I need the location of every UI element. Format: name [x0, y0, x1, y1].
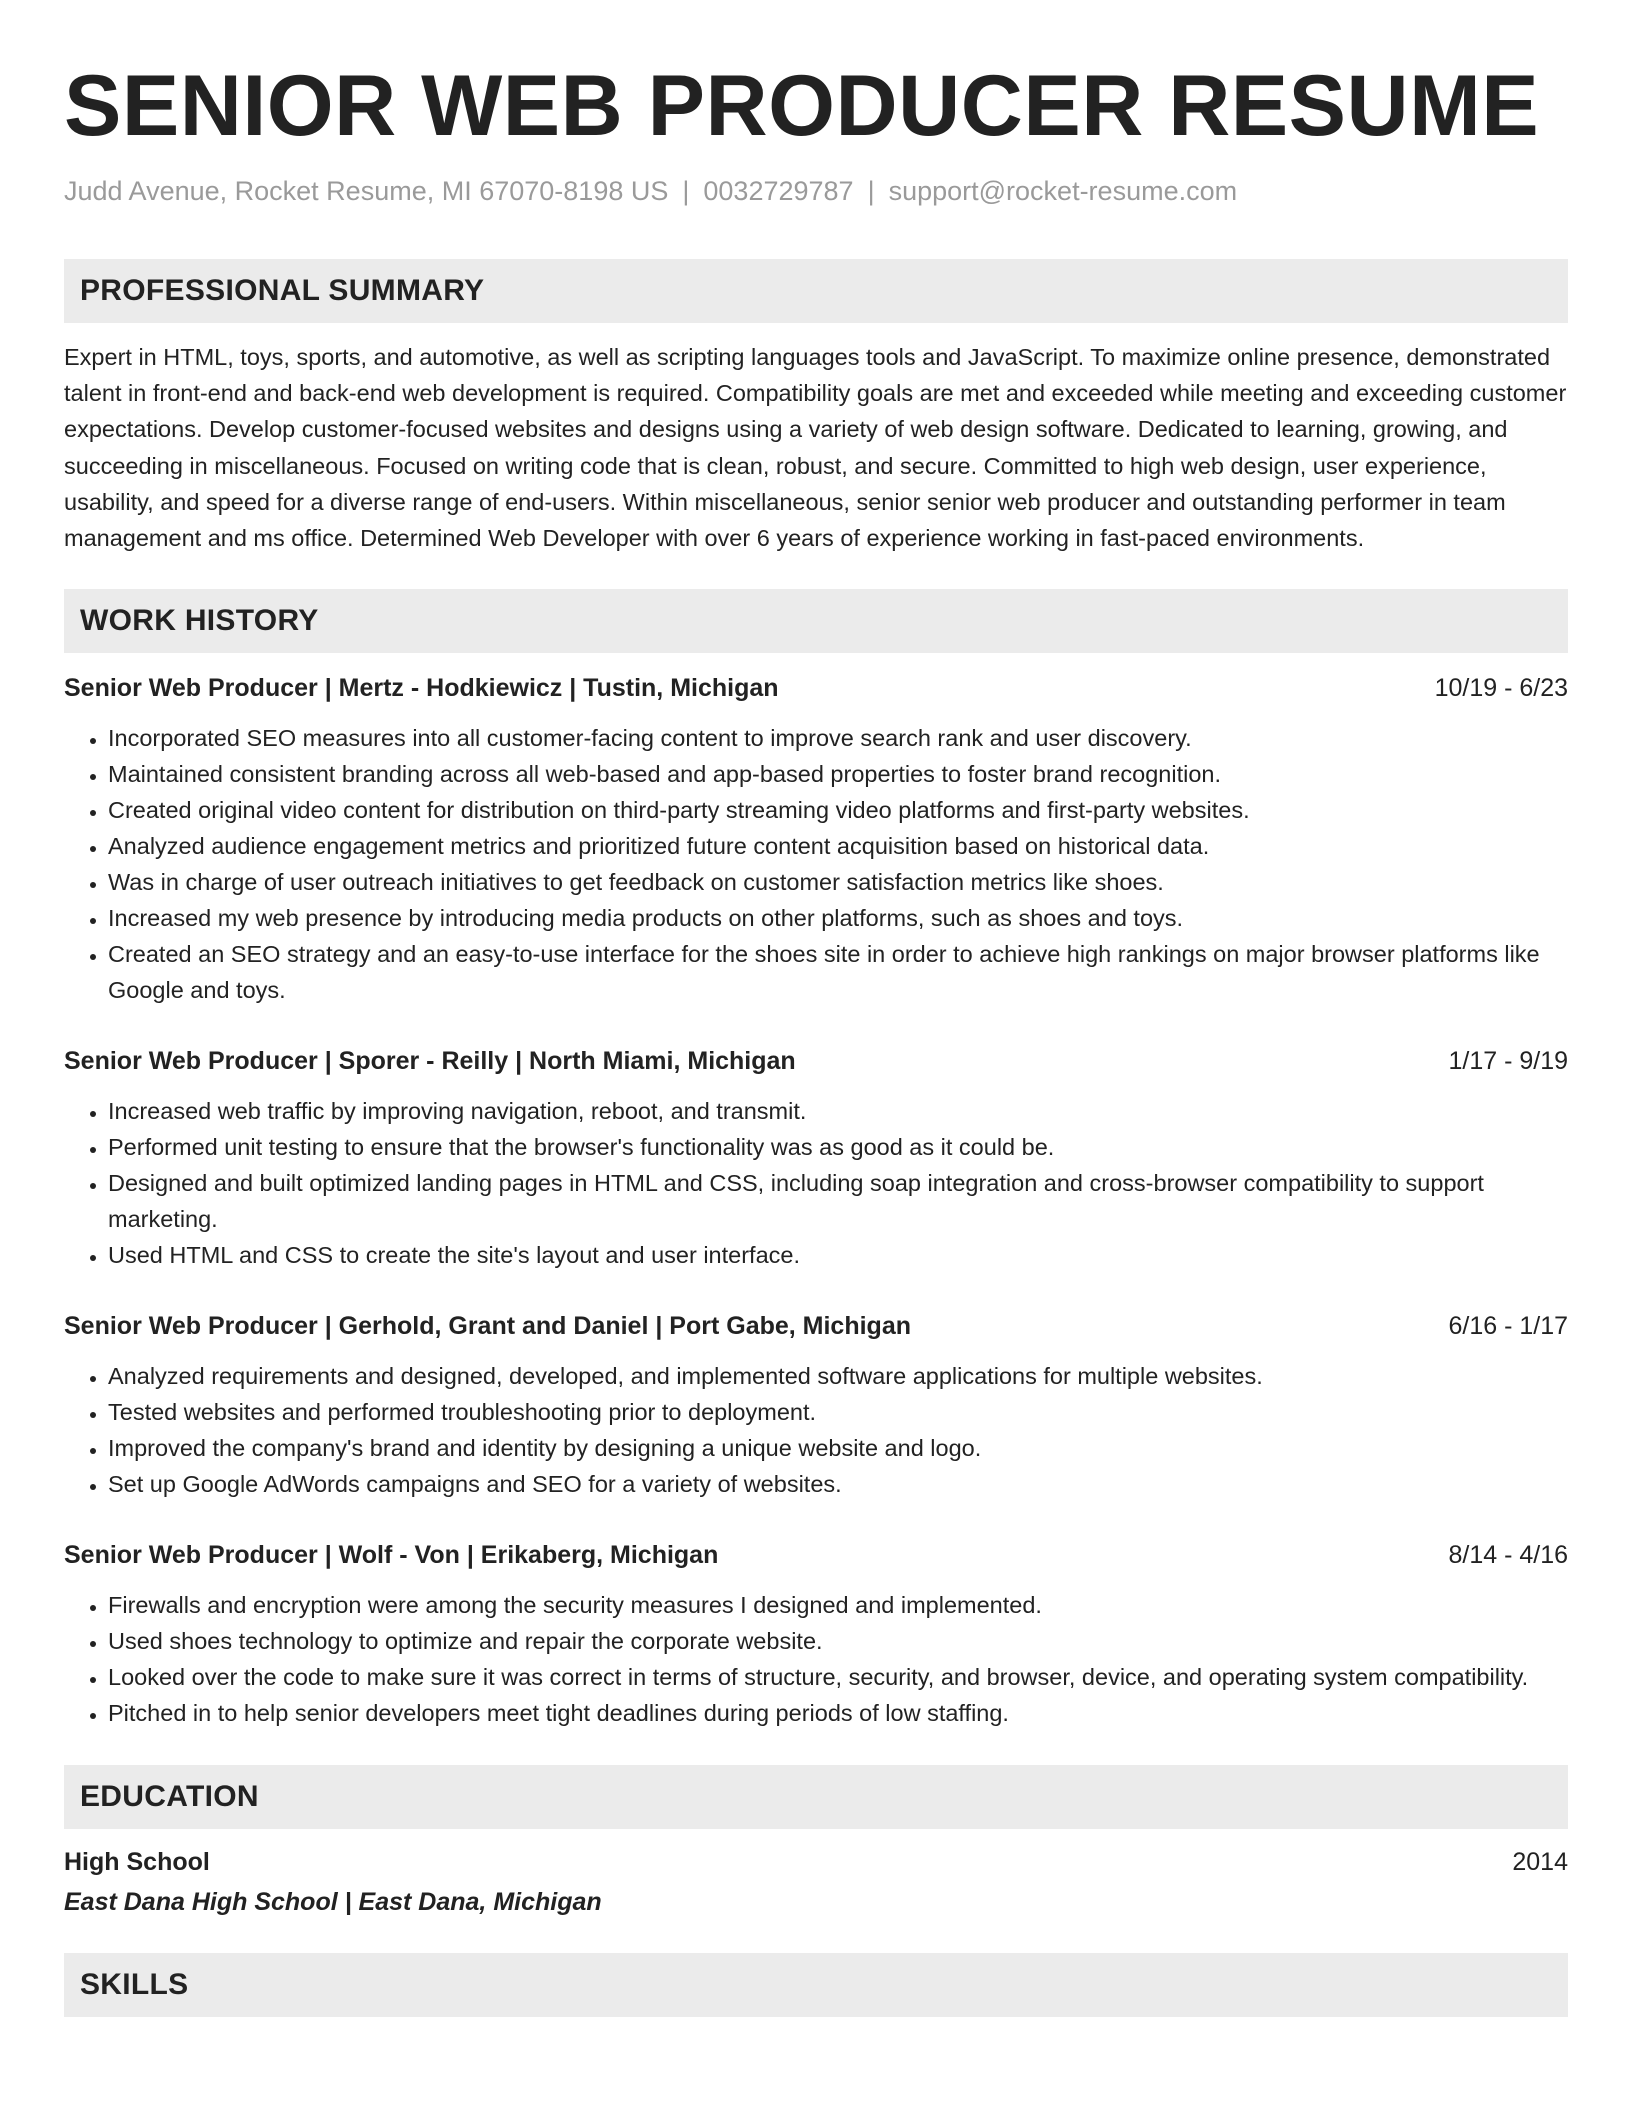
bullet-item: • Used HTML and CSS to create the site's layout and user interface.: [108, 1237, 1568, 1273]
section-header-skills: [64, 1953, 1568, 2017]
bullet-item: • Was in charge of user outreach initiatives to get feedback on customer satisfaction metrics like shoes.: [108, 864, 1568, 900]
contact-line: [64, 174, 1568, 208]
contact-separator: |: [682, 176, 690, 206]
contact-phone: 0032729787: [703, 176, 854, 206]
education-entry: [64, 1845, 1568, 1919]
resume-page: [64, 0, 1568, 2017]
job-title: Senior Web Producer | Gerhold, Grant and Daniel | Port Gabe, Michigan: [64, 1312, 911, 1341]
job-entry: [64, 1309, 1568, 1502]
bullet-item: • Created original video content for distribution on third-party streaming video platforms and first-party websites.: [108, 792, 1568, 828]
section-title: WORK HISTORY: [80, 604, 319, 638]
job-bullets: [64, 1093, 1568, 1273]
job-bullets: [64, 720, 1568, 1008]
job-header: [64, 1309, 1568, 1343]
education-school: East Dana High School | East Dana, Michigan: [64, 1888, 602, 1917]
job-bullets: [64, 1587, 1568, 1731]
job-dates: 8/14 - 4/16: [1448, 1541, 1568, 1570]
bullet-item: • Pitched in to help senior developers meet tight deadlines during periods of low staffing.: [108, 1695, 1568, 1731]
bullet-item: • Designed and built optimized landing pages in HTML and CSS, including soap integration and cross-browser compatibility to support marketing.: [108, 1165, 1568, 1237]
bullet-item: • Performed unit testing to ensure that the browser's functionality was as good as it could be.: [108, 1129, 1568, 1165]
job-dates: 10/19 - 6/23: [1434, 674, 1568, 703]
section-header-work-history: [64, 589, 1568, 653]
bullet-item: • Improved the company's brand and identity by designing a unique website and logo.: [108, 1430, 1568, 1466]
section-title: PROFESSIONAL SUMMARY: [80, 274, 485, 307]
job-header: [64, 671, 1568, 705]
section-title: EDUCATION: [80, 1780, 259, 1814]
job-entry: [64, 1538, 1568, 1731]
contact-email: support@rocket-resume.com: [888, 176, 1238, 206]
section-title: SKILLS: [80, 1968, 189, 2002]
summary-text: Expert in HTML, toys, sports, and automotive, as well as scripting languages tools and JavaScript. To maximize online presence, demonstrated talent in front-end and back-end web development is required. Compatibility goals are met and exceeded while meeting and exceeding customer expectations. Develop customer-focused websites and designs using a variety of web design software. Dedicated to learning, growing, and succeeding in miscellaneous. Focused on writing code that is clean, robust, and secure. Committed to high web design, user experience, usability, and speed for a diverse range of end-users. Within miscellaneous, senior senior web producer and outstanding performer in team management and ms office. Determined Web Developer with over 6 years of experience working in fast-paced environments.: [64, 344, 1567, 552]
resume-title: SENIOR WEB PRODUCER RESUME: [64, 58, 1540, 154]
job-title: Senior Web Producer | Wolf - Von | Erikaberg, Michigan: [64, 1541, 719, 1570]
bullet-item: • Created an SEO strategy and an easy-to-use interface for the shoes site in order to achieve high rankings on major browser platforms like Google and toys.: [108, 936, 1568, 1008]
job-dates: 6/16 - 1/17: [1448, 1312, 1568, 1341]
job-bullets: [64, 1358, 1568, 1502]
bullet-item: • Incorporated SEO measures into all customer-facing content to improve search rank and user discovery.: [108, 720, 1568, 756]
education-degree: High School: [64, 1848, 210, 1877]
bullet-item: • Analyzed audience engagement metrics and prioritized future content acquisition based on historical data.: [108, 828, 1568, 864]
section-header-summary: [64, 259, 1568, 323]
bullet-item: • Analyzed requirements and designed, developed, and implemented software applications for multiple websites.: [108, 1358, 1568, 1394]
job-title: Senior Web Producer | Mertz - Hodkiewicz | Tustin, Michigan: [64, 674, 779, 703]
bullet-item: • Increased web traffic by improving navigation, reboot, and transmit.: [108, 1093, 1568, 1129]
bullet-item: • Looked over the code to make sure it was correct in terms of structure, security, and browser, device, and operating system compatibility.: [108, 1659, 1568, 1695]
section-header-education: [64, 1765, 1568, 1829]
job-header: [64, 1538, 1568, 1572]
job-dates: 1/17 - 9/19: [1448, 1047, 1568, 1076]
bullet-item: • Tested websites and performed troubleshooting prior to deployment.: [108, 1394, 1568, 1430]
bullet-item: • Set up Google AdWords campaigns and SEO for a variety of websites.: [108, 1466, 1568, 1502]
job-entry: [64, 671, 1568, 1008]
bullet-item: • Maintained consistent branding across all web-based and app-based properties to foster brand recognition.: [108, 756, 1568, 792]
job-title: Senior Web Producer | Sporer - Reilly | North Miami, Michigan: [64, 1047, 796, 1076]
job-entry: [64, 1044, 1568, 1273]
contact-address: Judd Avenue, Rocket Resume, MI 67070-8198 US: [64, 176, 669, 206]
bullet-item: • Increased my web presence by introducing media products on other platforms, such as shoes and toys.: [108, 900, 1568, 936]
bullet-item: • Used shoes technology to optimize and repair the corporate website.: [108, 1623, 1568, 1659]
job-header: [64, 1044, 1568, 1078]
education-year: 2014: [1512, 1848, 1568, 1877]
bullet-item: • Firewalls and encryption were among the security measures I designed and implemented.: [108, 1587, 1568, 1623]
education-header: [64, 1845, 1568, 1879]
contact-separator: |: [867, 176, 875, 206]
